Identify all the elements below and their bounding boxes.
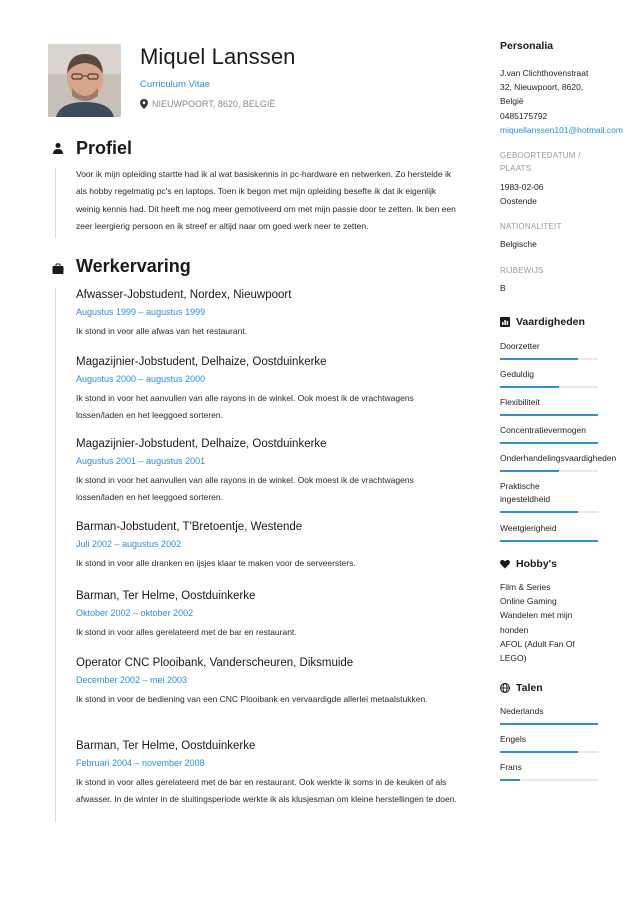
personalia-heading: Personalia [500, 40, 554, 52]
profile-divider-line [55, 168, 56, 238]
document-subtitle: Curriculum Vitae [140, 79, 211, 90]
globe-icon [500, 683, 510, 693]
job-description: Ik stond in voor alle afwas van het restaurant. [76, 326, 248, 336]
skill-label: Onderhandelingsvaardigheden [500, 453, 617, 463]
job-date: Augustus 2000 – augustus 2000 [76, 374, 206, 384]
job-title: Afwasser-Jobstudent, Nordex, Nieuwpoort [76, 289, 292, 301]
job-description: Ik stond in voor alles gerelateerd met de bar en restaurant. [76, 627, 297, 637]
person-icon [52, 142, 64, 154]
skill-label: Weetgierigheid [500, 523, 557, 533]
hobby-item: AFOL (Adult Fan Of [500, 638, 575, 649]
languages-heading: Talen [516, 682, 543, 694]
job-entry [76, 288, 462, 340]
briefcase-icon [52, 263, 64, 275]
job-date: Februari 2004 – november 2008 [76, 758, 205, 768]
language-bar-track [500, 723, 598, 725]
skill-bar-track [500, 358, 598, 360]
skill-bar-track [500, 511, 598, 513]
skill-bar-fill [500, 358, 578, 360]
license-value: B [500, 282, 506, 293]
address-text: NIEUWPOORT, 8620, BELGIË [152, 99, 276, 109]
personalia-section [500, 40, 630, 295]
skill-item [500, 368, 598, 388]
job-title: Barman-Jobstudent, T'Bretoentje, Westende [76, 521, 303, 533]
experience-divider-line [55, 288, 56, 822]
language-item [500, 761, 598, 781]
hobby-item: Online Gaming [500, 596, 557, 607]
address-line: J.van Clichthovenstraat [500, 68, 589, 78]
job-title: Barman, Ter Helme, Oostduinkerke [76, 590, 256, 602]
job-description: Ik stond in voor alle dranken en ijsjes klaar te maken voor de serveersters. [76, 558, 356, 568]
job-entry [76, 589, 462, 641]
portrait-image [48, 44, 121, 117]
language-bar-fill [500, 779, 520, 781]
hobby-item: Film & Series [500, 582, 551, 592]
header-address [140, 99, 275, 109]
hobbies-section [500, 558, 630, 665]
skill-bar-track [500, 386, 598, 388]
bar-chart-icon [500, 317, 510, 327]
language-bar-track [500, 751, 598, 753]
hobby-item: Wandelen met mijn [500, 610, 573, 621]
profile-text: Voor ik mijn opleiding startte had ik al wat basiskennis in pc-hardware en netwerken. Zo herstelde ik als hobby regelmatig pc's en laptops. Toen ik begon met mijn opleiding besefte ik dat ik eigenlijk weinig kennis had. Dit heeft me nog meer gemotiveerd om met mijn passie door te zetten. Ik ben een zeer leergierig persoon en ik streef er altijd naar om goed werk neer te zetten. [76, 169, 456, 231]
job-entry [76, 520, 462, 572]
job-title: Operator CNC Plooibank, Vanderscheuren, Diksmuide [76, 657, 354, 669]
birth-label: PLAATS [500, 164, 532, 174]
hobbies-heading: Hobby's [516, 558, 558, 570]
skill-bar-track [500, 442, 598, 444]
job-entry [76, 355, 462, 425]
address-line: 32, Nieuwpoort, 8620, [500, 82, 584, 93]
job-date: Augustus 1999 – augustus 1999 [76, 307, 206, 317]
skill-label: Flexibiliteit [500, 397, 540, 407]
skill-bar-track [500, 540, 598, 542]
language-bar-fill [500, 723, 598, 725]
skill-item [500, 522, 598, 542]
skill-item [500, 340, 598, 360]
skill-item [500, 480, 598, 513]
skill-item [500, 424, 598, 444]
languages-section-header [500, 682, 630, 694]
birth-place: Oostende [500, 196, 537, 207]
job-date: Juli 2002 – augustus 2002 [76, 539, 182, 549]
language-bar-fill [500, 751, 578, 753]
person-name: Miquel Lanssen [140, 44, 296, 69]
skills-section-header [500, 316, 630, 328]
job-entry [76, 656, 462, 708]
skill-bar-fill [500, 470, 559, 472]
skill-bar-fill [500, 414, 598, 416]
job-title: Magazijnier-Jobstudent, Delhaize, Oostduinkerke [76, 356, 327, 368]
profile-heading: Profiel [76, 138, 133, 158]
skill-label-line2: ingesteldheid [500, 494, 551, 504]
hobby-item: honden [500, 624, 529, 635]
nationality-value: Belgische [500, 239, 537, 250]
skill-bar-fill [500, 386, 559, 388]
job-entry [76, 739, 462, 809]
nationality-label: NATIONALITEIT [500, 222, 562, 232]
license-label: RIJBEWIJS [500, 265, 544, 275]
skill-label: Doorzetter [500, 341, 540, 351]
skill-bar-fill [500, 442, 598, 444]
job-date: December 2002 – mei 2003 [76, 675, 188, 685]
job-description: Ik stond in voor alles gerelateerd met de bar en restaurant. Ook werkte ik soms in de keuken of als afwasser. In de winter in de sluitingsperiode werkte ik als klusjesman om kleine herstellingen te doen. [76, 777, 457, 805]
job-description: Ik stond in voor het aanvullen van alle rayons in de winkel. Ook moest ik de vrachtwagens lossen/laden en het leeggoed sorteren. [76, 393, 414, 421]
skill-bar-track [500, 470, 598, 472]
job-title: Barman, Ter Helme, Oostduinkerke [76, 740, 256, 752]
language-bar-track [500, 779, 598, 781]
job-date: Oktober 2002 – oktober 2002 [76, 608, 194, 618]
language-label: Nederlands [500, 706, 544, 716]
job-entry [76, 437, 462, 507]
language-label: Frans [500, 762, 522, 772]
phone-number: 0485175792 [500, 110, 548, 121]
address-line: België [500, 96, 524, 107]
job-description: Ik stond in voor de bediening van een CNC Plooibank en vervaardigde allerlei metaalstukken. [76, 694, 428, 704]
heart-icon [500, 559, 510, 569]
language-label: Engels [500, 734, 526, 744]
skill-bar-fill [500, 540, 598, 542]
job-title: Magazijnier-Jobstudent, Delhaize, Oostduinkerke [76, 438, 327, 450]
birth-label: GEBOORTEDATUM / [500, 151, 581, 161]
job-description: Ik stond in voor het aanvullen van alle rayons in de winkel. Ook moest ik de vrachtwagens lossen/laden en het leeggoed sorteren. [76, 475, 414, 503]
skill-item [500, 452, 630, 472]
skill-bar-fill [500, 511, 578, 513]
language-item [500, 733, 598, 753]
skills-heading: Vaardigheden [516, 316, 585, 328]
skill-bar-track [500, 414, 598, 416]
location-pin-icon [140, 99, 148, 109]
skill-label: Praktische [500, 481, 540, 491]
language-item [500, 705, 598, 725]
skill-item [500, 396, 598, 416]
profile-photo [48, 44, 121, 117]
skill-label: Concentratievermogen [500, 425, 586, 435]
hobby-item: LEGO) [500, 653, 527, 664]
experience-heading: Werkervaring [76, 256, 191, 276]
job-date: Augustus 2001 – augustus 2001 [76, 456, 206, 466]
email-link[interactable]: miquellanssen101@hotmail.com [500, 124, 623, 135]
skill-label: Geduldig [500, 369, 535, 379]
birth-date: 1983-02-06 [500, 182, 544, 193]
